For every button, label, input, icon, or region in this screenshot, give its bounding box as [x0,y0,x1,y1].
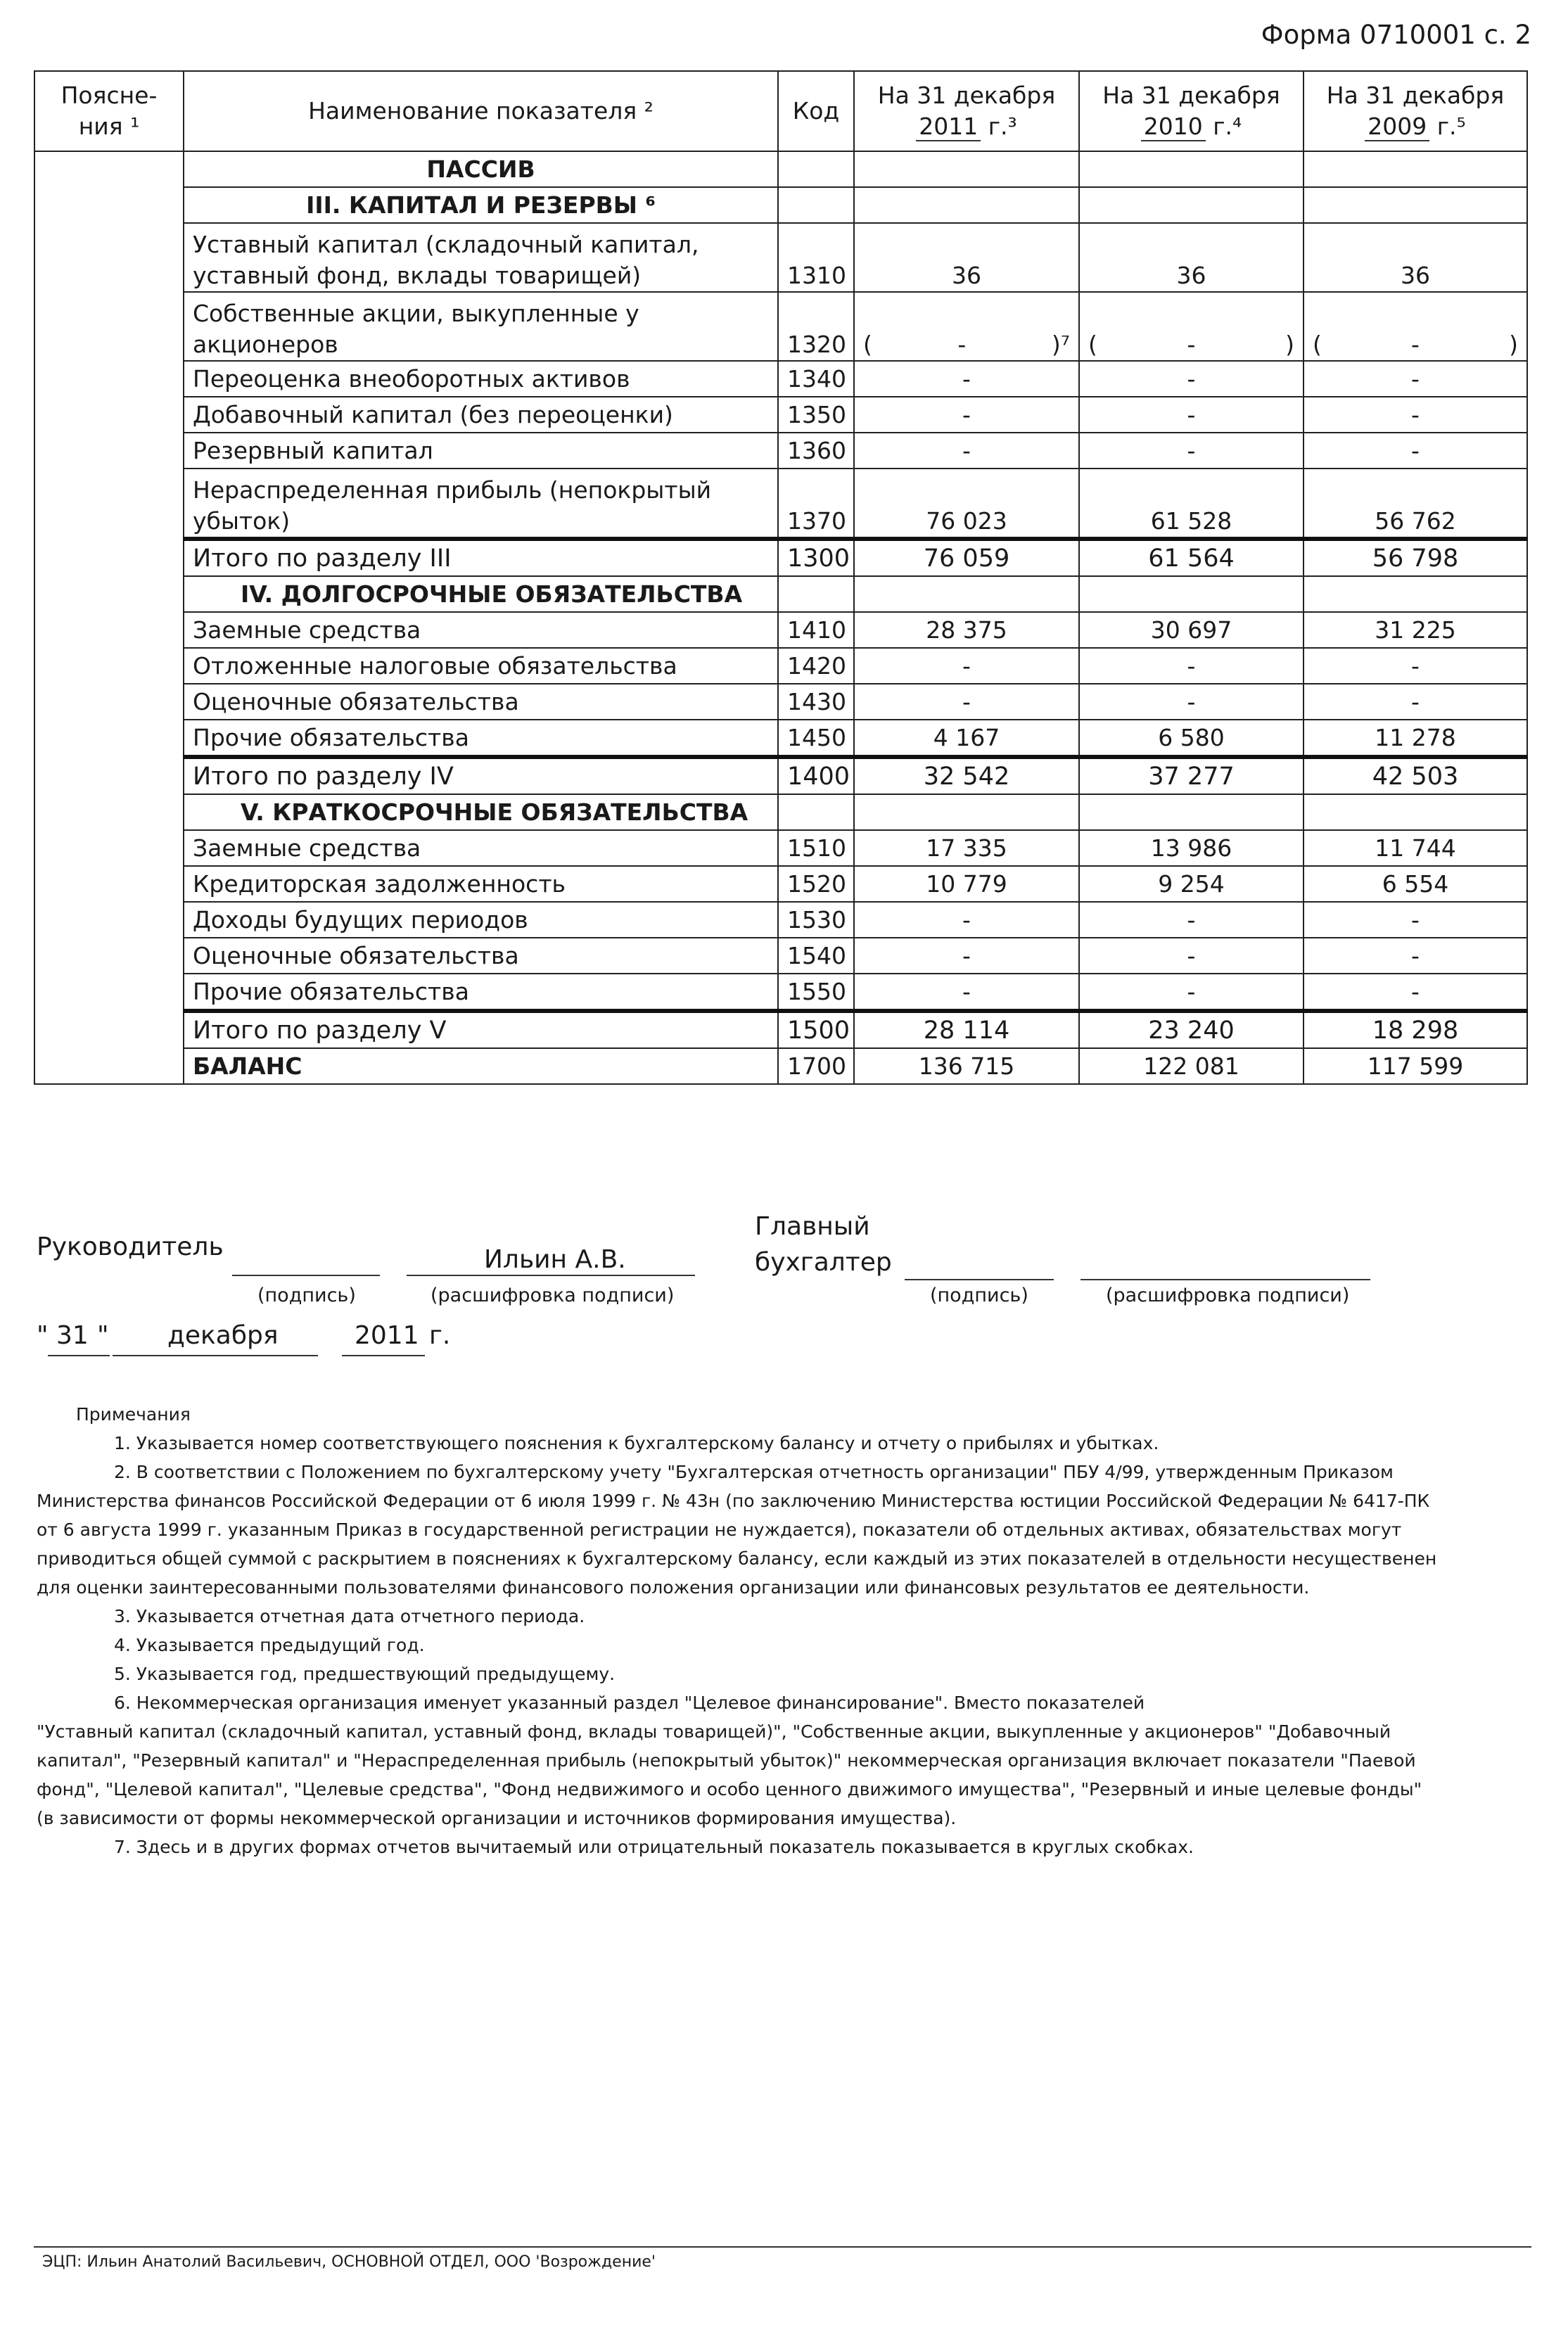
chief-name-line [1081,1279,1370,1280]
header-notes: Поясне-ния ¹ [34,71,184,151]
head-sign-line [232,1275,380,1276]
form-code: Форма 0710001 с. 2 [1261,20,1531,50]
date-year: 2011 [355,1321,419,1350]
date-month-line [113,1355,318,1356]
header-code: Код [778,71,854,151]
date-day-line [48,1355,110,1356]
balance-row: БАЛАНС 1700 136 715 122 081 117 599 [34,1048,1527,1084]
date-quote-open: " [37,1321,49,1350]
header-col-2010: На 31 декабря 2010 г.⁴ [1079,71,1304,151]
table-row: Заемные средства 1410 28 375 30 697 31 225 [34,612,1527,648]
total-row: Итого по разделу III 1300 76 059 61 564 56 798 [34,539,1527,576]
header-name: Наименование показателя ² [184,71,778,151]
table-row: Резервный капитал 1360 - - - [34,433,1527,469]
table-row: Заемные средства 1510 17 335 13 986 11 744 [34,830,1527,866]
note-item: "Уставный капитал (складочный капитал, уставный фонд, вклады товарищей)", "Собственные акции, выкупленные у акционеров" "Добавочный капитал", "Резервный капитал" и "Нераспределенная прибыль (непокрытый убыток)" некоммерческая организация включает показатели "Паевой фонд", "Целевой капитал", "Целевые средства", "Фонд недвижимого и особо ценного движимого имущества", "Резервный и иные целевые фонды" (в зависимости от формы некоммерческой организации и источников формирования имущества). [37,1721,1422,1828]
table-row: Оценочные обязательства 1430 - - - [34,684,1527,720]
chief-sign-caption: (подпись) [930,1285,1028,1306]
date-quote-close: " [97,1321,109,1350]
total-row: Итого по разделу IV 1400 32 542 37 277 42 503 [34,757,1527,794]
table-row: Уставный капитал (складочный капитал, уставный фонд, вклады товарищей) 1310 36 36 36 [34,223,1527,292]
chief-decode-caption: (расшифровка подписи) [1106,1285,1350,1306]
note-item: 7. Здесь и в других формах отчетов вычитаемый или отрицательный показатель показывается в круглых скобках. [114,1837,1194,1857]
note-item: 3. Указывается отчетная дата отчетного периода. [114,1606,585,1626]
chief-label-1: Главный [755,1212,870,1241]
table-row: Оценочные обязательства 1540 - - - [34,938,1527,974]
header-col-2011: На 31 декабря 2011 г.³ [854,71,1079,151]
section-row [34,187,1527,223]
section-long-term: IV. ДОЛГОСРОЧНЫЕ ОБЯЗАТЕЛЬСТВА [184,576,778,612]
section-row [34,151,1527,187]
footer-divider [34,2246,1531,2248]
header-col-2009: На 31 декабря 2009 г.⁵ [1304,71,1527,151]
table-row: Кредиторская задолженность 1520 10 779 9 254 6 554 [34,866,1527,902]
section-short-term: V. КРАТКОСРОЧНЫЕ ОБЯЗАТЕЛЬСТВА [184,794,778,830]
section-row [34,794,1527,830]
section-capital: III. КАПИТАЛ И РЕЗЕРВЫ ⁶ [184,187,778,223]
table-row: Собственные акции, выкупленные у акционеров 1320 ( - )⁷ ( - ) ( - ) [34,292,1527,361]
head-name-line [407,1275,695,1276]
date-month: декабря [167,1321,279,1350]
table-row: Добавочный капитал (без переоценки) 1350 - - - [34,397,1527,433]
header-row [34,71,1527,151]
note-item: 2. В соответствии с Положением по бухгалтерскому учету "Бухгалтерская отчетность организации" ПБУ 4/99, утвержденным Приказом Министерства финансов Российской Федерации от 6 июля 1999 г. № 43н (по заключению Министерства юстиции Российской Федерации № 6417-ПК от 6 августа 1999 г. указанным Приказ в государственной регистрации не нуждается), показатели об отдельных активах, обязательствах могут приводиться общей суммой с раскрытием в пояснениях к бухгалтерскому балансу, если каждый из этих показателей в отдельности несущественен для оценки заинтересованными пользователями финансового положения организации или финансовых результатов ее деятельности. [37,1462,1437,1598]
date-day: 31 [56,1321,89,1350]
head-sign-caption: (подпись) [257,1285,356,1306]
table-row: Переоценка внеоборотных активов 1340 - - - [34,361,1527,397]
table-row: Прочие обязательства 1450 4 167 6 580 11 278 [34,720,1527,757]
chief-label-2: бухгалтер [755,1248,892,1277]
chief-sign-line [905,1279,1054,1280]
head-decode-caption: (расшифровка подписи) [431,1285,675,1306]
table-row: Отложенные налоговые обязательства 1420 - - - [34,648,1527,684]
notes-block [37,1400,1443,1861]
note-item: 6. Некоммерческая организация именует указанный раздел "Целевое финансирование". Вместо показателей [114,1693,1145,1713]
section-passive: ПАССИВ [184,151,778,187]
footer-signature: ЭЦП: Ильин Анатолий Васильевич, ОСНОВНОЙ ОТДЕЛ, ООО 'Возрождение' [42,2253,656,2271]
note-item: 4. Указывается предыдущий год. [114,1635,425,1655]
date-year-line [342,1355,425,1356]
total-row: Итого по разделу V 1500 28 114 23 240 18 298 [34,1011,1527,1048]
head-name: Ильин А.В. [484,1245,626,1274]
table-row: Нераспределенная прибыль (непокрытый убыток) 1370 76 023 61 528 56 762 [34,469,1527,539]
note-item: 1. Указывается номер соответствующего пояснения к бухгалтерскому балансу и отчету о прибылях и убытках. [114,1433,1159,1453]
note-item: 5. Указывается год, предшествующий предыдущему. [114,1664,616,1684]
balance-table [34,70,1528,1085]
date-suffix: г. [429,1321,451,1350]
table-row: Прочие обязательства 1550 - - - [34,974,1527,1011]
table-row: Доходы будущих периодов 1530 - - - [34,902,1527,938]
notes-title: Примечания [76,1404,191,1425]
section-row [34,576,1527,612]
head-label: Руководитель [37,1232,224,1261]
